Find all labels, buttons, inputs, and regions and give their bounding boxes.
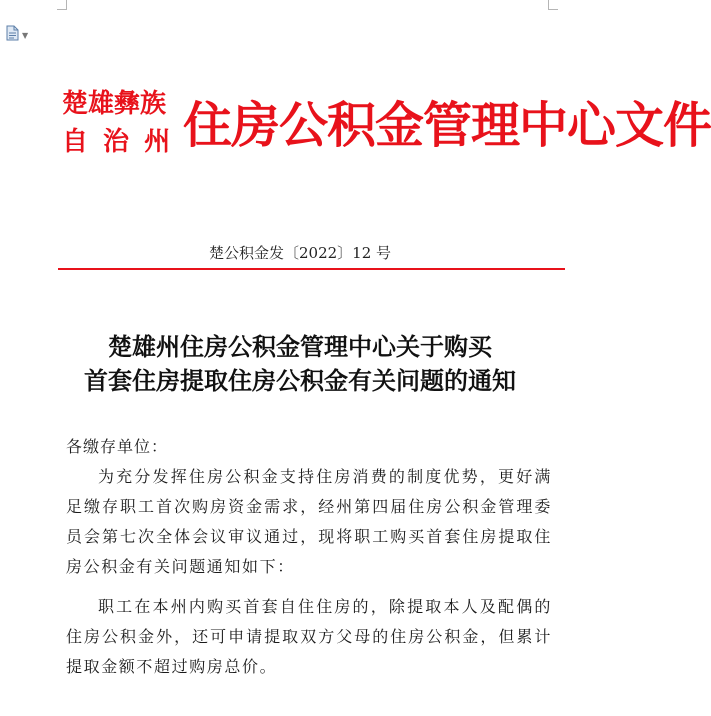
issuer-line-2-text: 自 治 州 <box>62 127 174 157</box>
title-line-1: 楚雄州住房公积金管理中心关于购买 <box>108 332 492 361</box>
title-line-2: 首套住房提取住房公积金有关问题的通知 <box>84 366 516 395</box>
margin-corner-mark <box>57 0 67 10</box>
red-divider-line <box>58 268 565 270</box>
notice-title <box>0 330 600 398</box>
issuer-line-2 <box>62 124 182 162</box>
margin-corner-mark <box>548 0 558 10</box>
issuer-line-1-text: 楚雄彝族 <box>62 89 167 119</box>
notice-body <box>66 432 552 682</box>
body-paragraph-2: 职工在本州内购买首套自住住房的，除提取本人及配偶的住房公积金外，还可申请提取双方父母的住房公积金，但累计提取金额不超过购房总价。 <box>66 597 552 676</box>
document-menu-button[interactable] <box>6 26 42 44</box>
salutation: 各缴存单位： <box>66 437 169 456</box>
issuer-prefix <box>62 86 182 166</box>
document-number: 楚公积金发〔2022〕12 号 <box>208 244 392 262</box>
issuer-line-1 <box>62 86 182 124</box>
document-icon <box>6 25 19 45</box>
body-paragraph-1: 为充分发挥住房公积金支持住房消费的制度优势，更好满足缴存职工首次购房资金需求，经州第四届住房公积金管理委员会第七次全体会议审议通过，现将职工购买首套住房提取住房公积金有关问题通知如下： <box>66 467 552 576</box>
dropdown-caret-icon: ▼ <box>22 30 29 40</box>
issuer-name: 住房公积金管理中心文件 <box>183 96 711 154</box>
